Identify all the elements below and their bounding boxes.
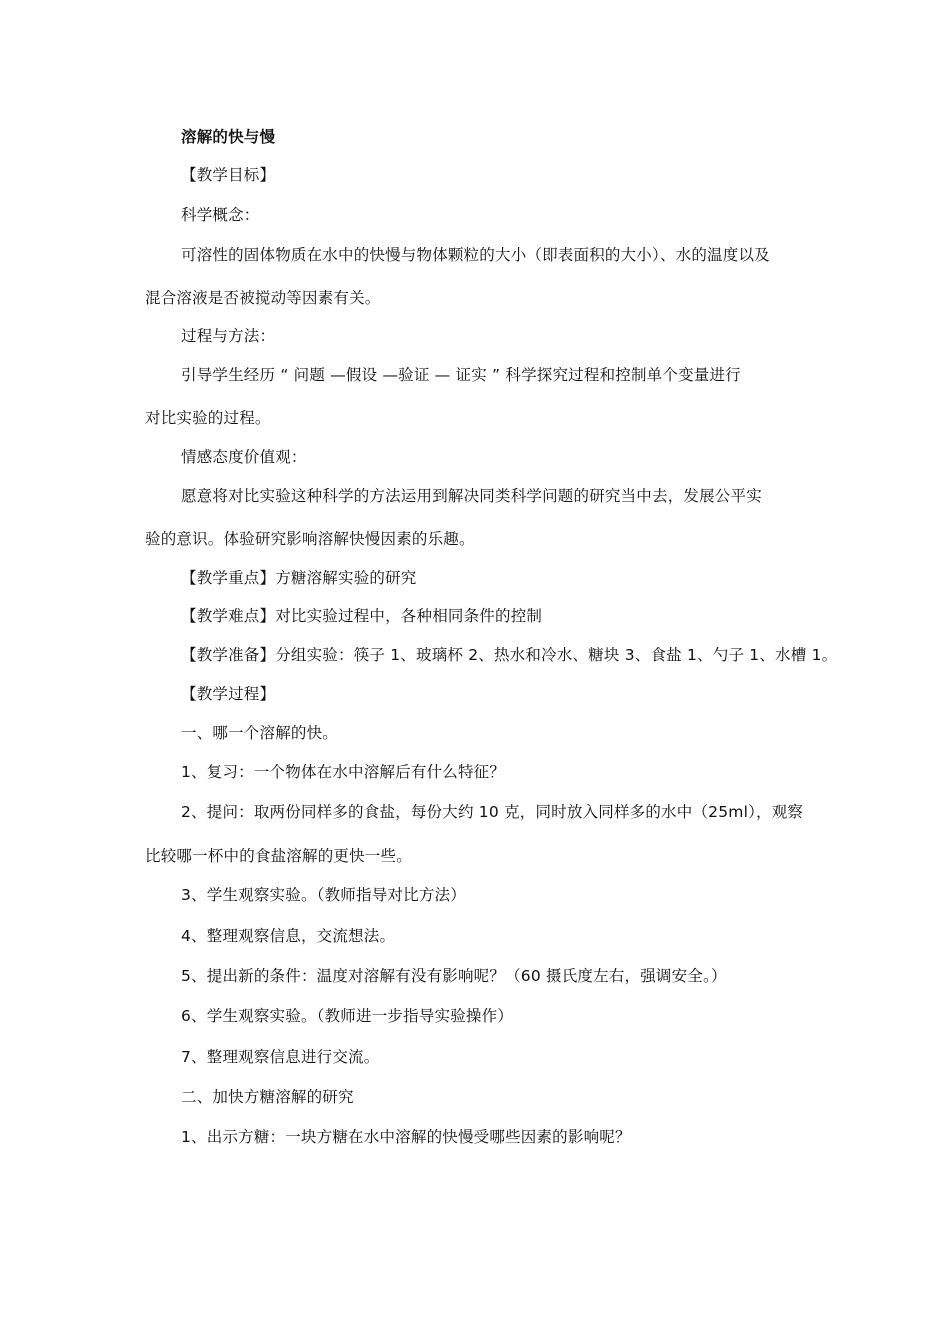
document-title: 溶解的快与慢 [181, 128, 276, 146]
part1-step-7: 7、整理观察信息进行交流。 [181, 1048, 380, 1066]
attitude-label: 情感态度价值观： [181, 448, 307, 466]
process-text-2: 对比实验的过程。 [145, 409, 271, 427]
key-point: 【教学重点】方糖溶解实验的研究 [181, 569, 417, 587]
part1-step-3: 3、学生观察实验。（教师指导对比方法） [181, 886, 466, 904]
part1-title: 一、哪一个溶解的快。 [181, 724, 339, 742]
part1-step-2b: 比较哪一杯中的食盐溶解的更快一些。 [145, 847, 412, 865]
part1-step-5: 5、提出新的条件：温度对溶解有没有影响呢？（60 摄氏度左右，强调安全。） [181, 967, 727, 985]
part1-step-4: 4、整理观察信息，交流想法。 [181, 927, 396, 945]
sci-concept-text-2: 混合溶液是否被搅动等因素有关。 [145, 289, 381, 307]
part2-title: 二、加快方糖溶解的研究 [181, 1088, 354, 1106]
attitude-text-2: 验的意识。体验研究影响溶解快慢因素的乐趣。 [145, 530, 475, 548]
part1-step-6: 6、学生观察实验。（教师进一步指导实验操作） [181, 1007, 514, 1025]
process-header: 【教学过程】 [181, 685, 276, 703]
objectives-header: 【教学目标】 [181, 166, 276, 184]
preparation: 【教学准备】分组实验：筷子 1、玻璃杯 2、热水和冷水、糖块 3、食盐 1、勺子 1、水槽 1。 [181, 646, 838, 664]
process-text-1: 引导学生经历 “ 问题 —假设 —验证 — 证实 ” 科学探究过程和控制单个变量进行 [181, 366, 741, 384]
part1-step-1: 1、复习：一个物体在水中溶解后有什么特征？ [181, 763, 506, 781]
attitude-text-1: 愿意将对比实验这种科学的方法运用到解决同类科学问题的研究当中去，发展公平实 [181, 487, 762, 505]
sci-concept-text-1: 可溶性的固体物质在水中的快慢与物体颗粒的大小（即表面积的大小）、水的温度以及 [181, 246, 770, 264]
difficulty: 【教学难点】对比实验过程中，各种相同条件的控制 [181, 607, 543, 625]
process-label: 过程与方法： [181, 327, 276, 345]
sci-concept-label: 科学概念： [181, 206, 260, 224]
part2-step-1: 1、出示方糖：一块方糖在水中溶解的快慢受哪些因素的影响呢？ [181, 1128, 631, 1146]
part1-step-2a: 2、提问：取两份同样多的食盐，每份大约 10 克，同时放入同样多的水中（25ml），观察 [181, 803, 804, 821]
